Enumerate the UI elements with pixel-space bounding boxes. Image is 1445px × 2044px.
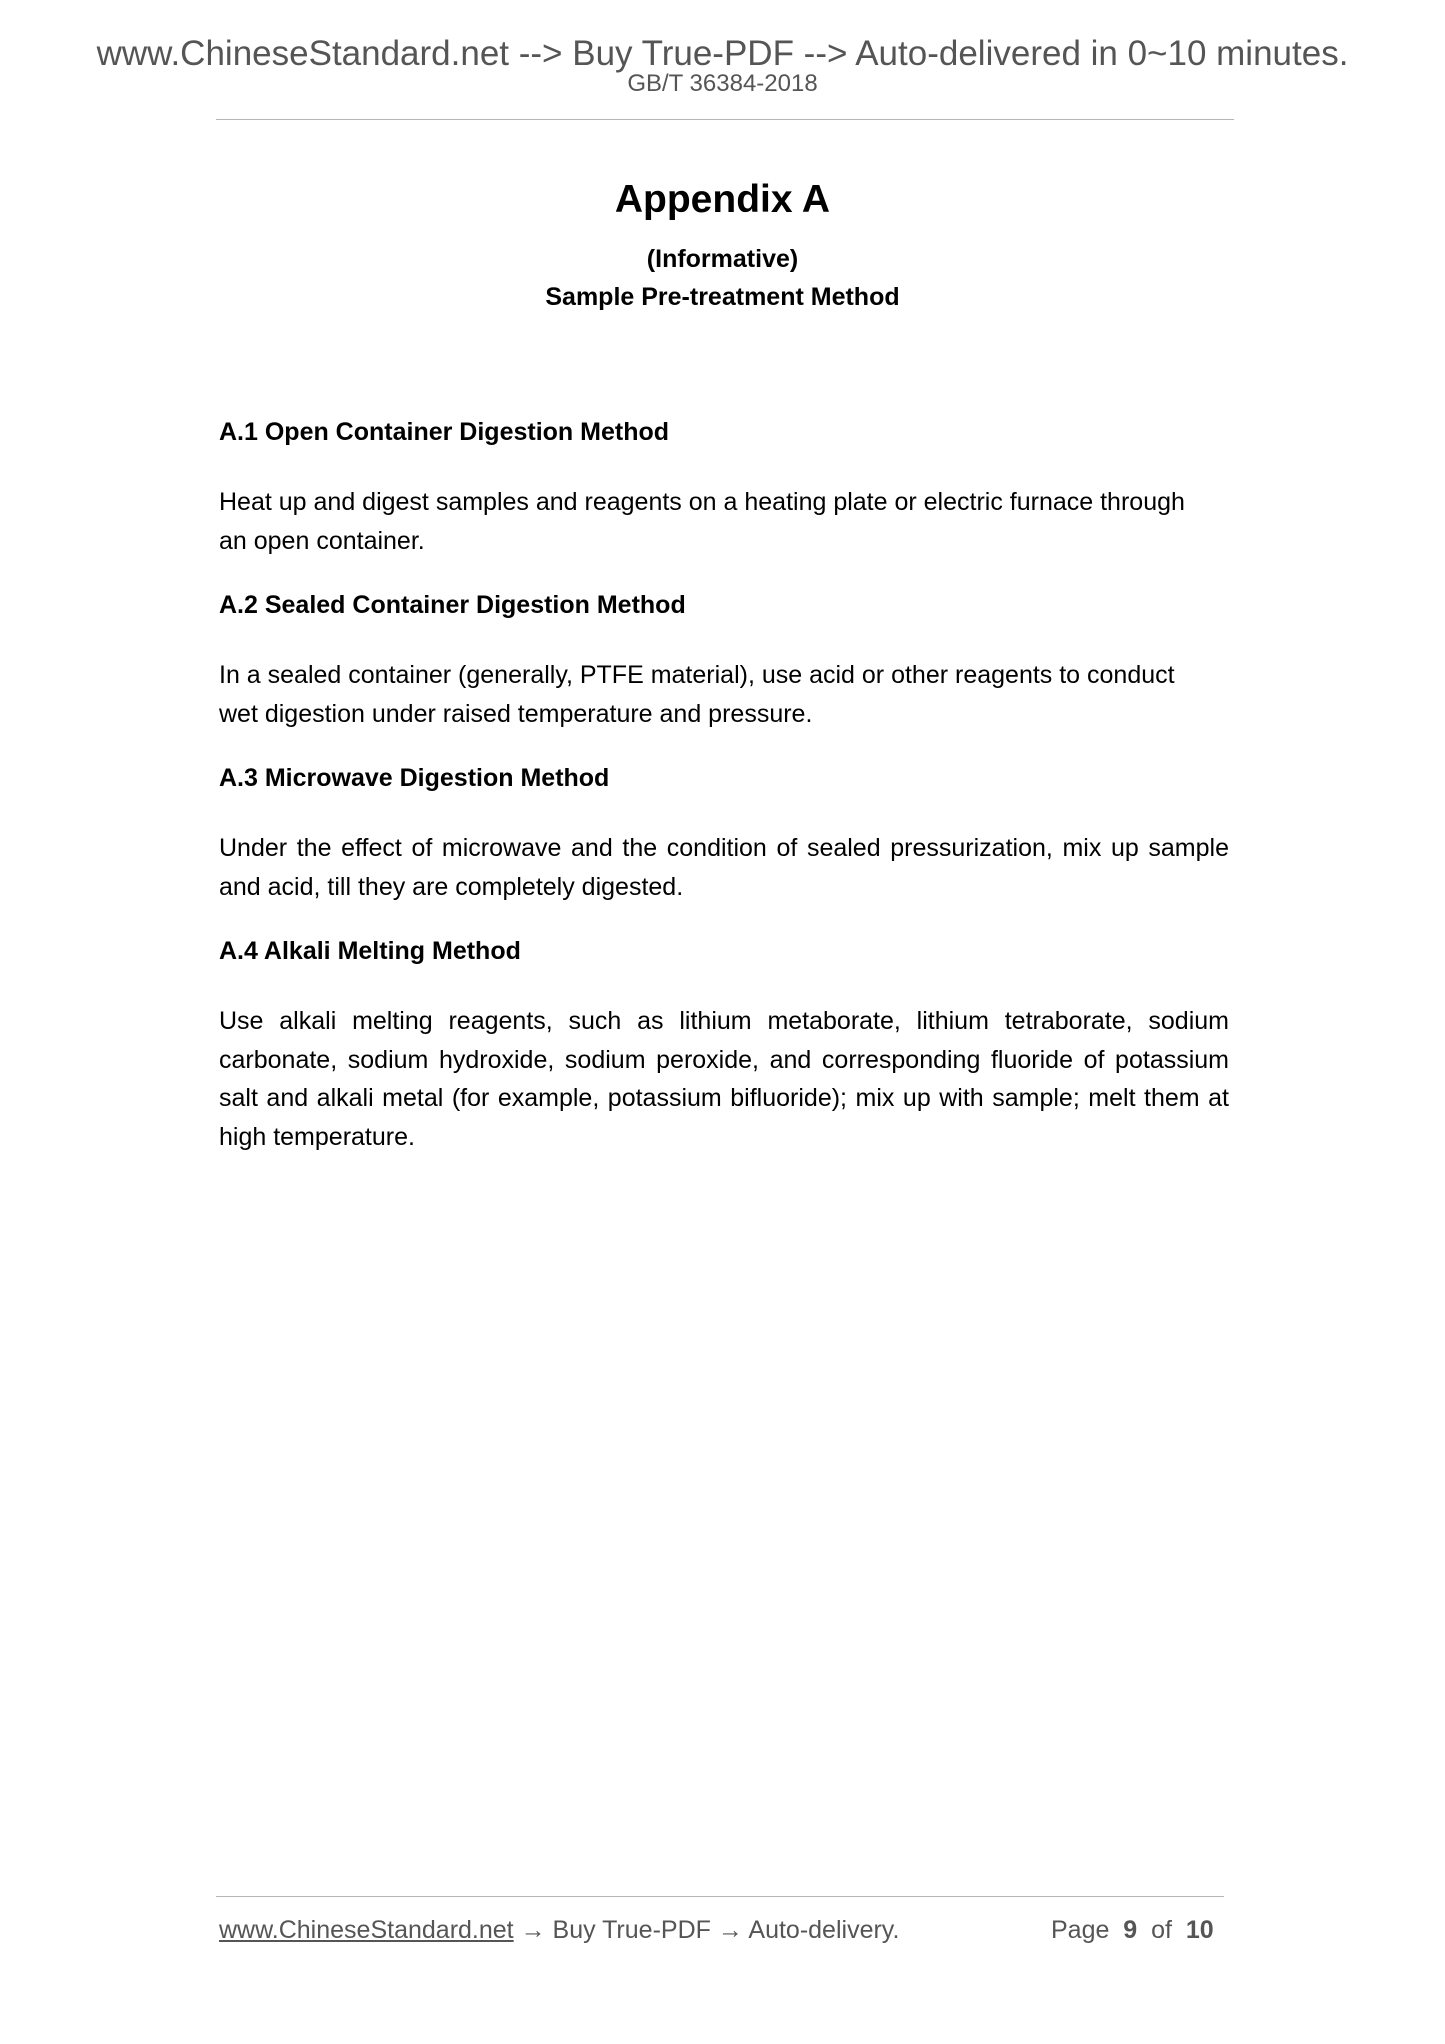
page-label: Page	[1051, 1916, 1110, 1944]
section-body-line: Heat up and digest samples and reagents on a heating plate or electric furnace through	[219, 488, 1185, 516]
footer-promo	[219, 1918, 899, 1943]
section-body-line: an open container.	[219, 526, 425, 555]
site-banner: www.ChineseStandard.net --> Buy True-PDF --> Auto-delivered in 0~10 minutes.	[96, 34, 1349, 73]
footer-divider	[216, 1896, 1224, 1897]
section-body-a1	[219, 483, 1229, 560]
page-total: 10	[1185, 1916, 1214, 1944]
section-body-line: In a sealed container (generally, PTFE material), use acid or other reagents to conduct	[219, 661, 1175, 689]
page-number: 9	[1123, 1916, 1138, 1944]
footer-tagline: → Buy True-PDF → Auto-delivery.	[513, 1916, 900, 1944]
footer-site-link[interactable]: www.ChineseStandard.net	[219, 1916, 514, 1944]
section-body-a4: Use alkali melting reagents, such as lithium metaborate, lithium tetraborate, sodium carbonate, sodium hydroxide, sodium peroxide, and corresponding fluoride of potassium salt and alkali metal (for example, potassium bifluoride); mix up with sample; melt them at high temperature.	[219, 1007, 1229, 1151]
informative-note: (Informative)	[646, 245, 799, 273]
section-heading-a4: A.4 Alkali Melting Method	[219, 937, 521, 965]
header-divider	[216, 119, 1234, 120]
page-title: Appendix A	[614, 178, 831, 221]
section-heading-a1: A.1 Open Container Digestion Method	[219, 418, 670, 446]
page-indicator	[1051, 1918, 1214, 1943]
appendix-subtitle: Sample Pre-treatment Method	[545, 283, 900, 311]
page-of-label: of	[1151, 1916, 1172, 1944]
section-body-a3: Under the effect of microwave and the condition of sealed pressurization, mix up sample and acid, till they are completely digested.	[219, 834, 1229, 901]
standard-code: GB/T 36384-2018	[627, 70, 818, 97]
section-body-a2	[219, 656, 1229, 733]
section-body-line: wet digestion under raised temperature and pressure.	[219, 699, 813, 728]
section-heading-a2: A.2 Sealed Container Digestion Method	[219, 591, 686, 619]
section-heading-a3: A.3 Microwave Digestion Method	[219, 764, 610, 792]
